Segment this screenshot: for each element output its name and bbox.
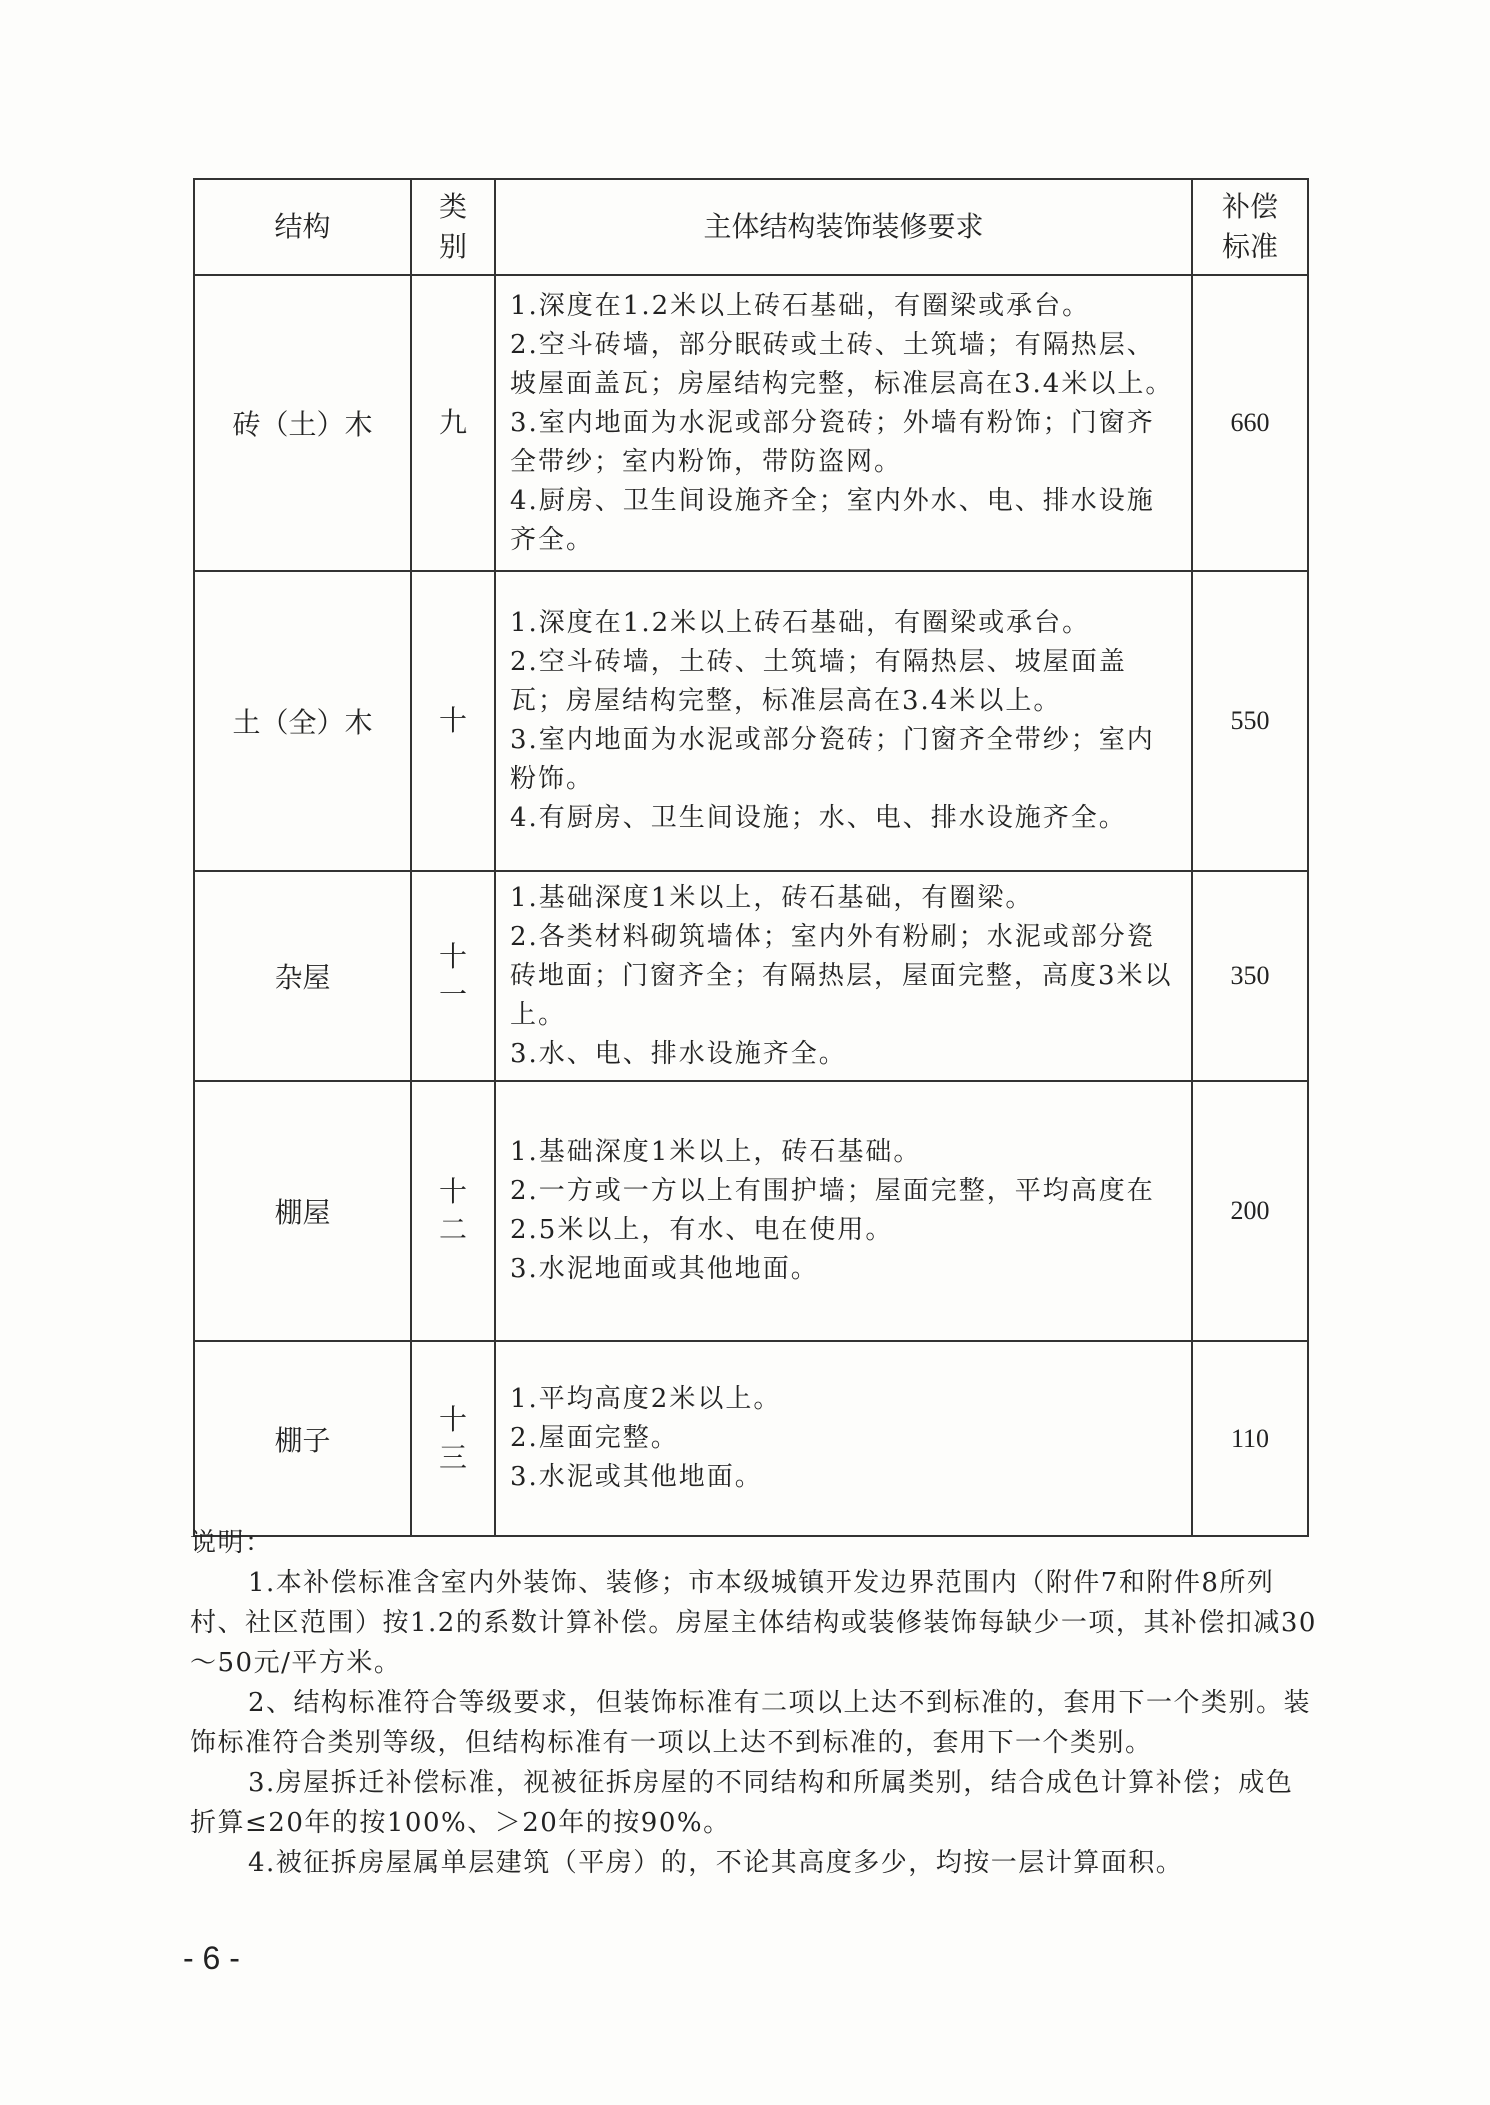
row-category: 十 bbox=[411, 571, 495, 871]
row-structure: 棚子 bbox=[194, 1341, 411, 1536]
row-standard: 660 bbox=[1192, 275, 1308, 571]
row-category: 十三 bbox=[411, 1341, 495, 1536]
notes-title: 说明： bbox=[190, 1528, 273, 1558]
requirement-item: 1.深度在1.2米以上砖石基础，有圈梁或承台。 bbox=[510, 608, 1091, 638]
row-category: 十一 bbox=[411, 871, 495, 1081]
row-structure: 杂屋 bbox=[194, 871, 411, 1081]
requirement-item: 4.有厨房、卫生间设施；水、电、排水设施齐全。 bbox=[510, 803, 1127, 833]
row-standard: 200 bbox=[1192, 1081, 1308, 1341]
row-standard: 110 bbox=[1192, 1341, 1308, 1536]
table-row bbox=[194, 871, 1308, 1081]
note-item: 2、结构标准符合等级要求，但装饰标准有二项以上达不到标准的，套用下一个类别。装饰标准符合类别等级，但结构标准有一项以上达不到标准的，套用下一个类别。 bbox=[190, 1688, 1312, 1758]
row-requirements bbox=[495, 1341, 1192, 1536]
row-category: 九 bbox=[411, 275, 495, 571]
requirement-item: 1.深度在1.2米以上砖石基础，有圈梁或承台。 bbox=[510, 290, 1091, 321]
table-header-row bbox=[194, 179, 1308, 275]
requirement-item: 1.基础深度1米以上，砖石基础，有圈梁。 bbox=[510, 882, 1034, 913]
requirement-item: 4.厨房、卫生间设施齐全；室内外水、电、排水设施齐全。 bbox=[510, 485, 1155, 555]
header-category: 类别 bbox=[411, 179, 495, 275]
requirement-item: 3.室内地面为水泥或部分瓷砖；门窗齐全带纱；室内粉饰。 bbox=[510, 725, 1155, 794]
requirement-item: 2.空斗砖墙，土砖、土筑墙；有隔热层、坡屋面盖瓦；房屋结构完整，标准层高在3.4米以上。 bbox=[510, 647, 1127, 716]
note-item: 1.本补偿标准含室内外装饰、装修；市本级城镇开发边界范围内（附件7和附件8所列村、社区范围）按1.2的系数计算补偿。房屋主体结构或装修装饰每缺少一项，其补偿扣减30～50元/平方米。 bbox=[190, 1568, 1317, 1678]
row-requirements bbox=[495, 275, 1192, 571]
requirement-item: 3.水、电、排水设施齐全。 bbox=[510, 1038, 847, 1069]
compensation-table bbox=[193, 178, 1309, 1537]
requirement-item: 2.各类材料砌筑墙体；室内外有粉刷；水泥或部分瓷砖地面；门窗齐全；有隔热层，屋面完整，高度3米以上。 bbox=[510, 921, 1173, 1030]
row-structure: 土（全）木 bbox=[194, 571, 411, 871]
row-standard: 350 bbox=[1192, 871, 1308, 1081]
row-requirements bbox=[495, 871, 1192, 1081]
notes-section bbox=[190, 1523, 1320, 1883]
requirement-item: 1.平均高度2米以上。 bbox=[510, 1384, 782, 1414]
row-standard: 550 bbox=[1192, 571, 1308, 871]
row-requirements bbox=[495, 571, 1192, 871]
row-structure: 棚屋 bbox=[194, 1081, 411, 1341]
requirement-item: 2.一方或一方以上有围护墙；屋面完整，平均高度在2.5米以上，有水、电在使用。 bbox=[510, 1176, 1155, 1245]
table-row bbox=[194, 571, 1308, 871]
note-item: 4.被征拆房屋属单层建筑（平房）的，不论其高度多少，均按一层计算面积。 bbox=[248, 1848, 1184, 1878]
row-category: 十二 bbox=[411, 1081, 495, 1341]
row-requirements bbox=[495, 1081, 1192, 1341]
table-row bbox=[194, 1081, 1308, 1341]
note-item: 3.房屋拆迁补偿标准，视被征拆房屋的不同结构和所属类别，结合成色计算补偿；成色折算≤20年的按100%、＞20年的按90%。 bbox=[190, 1768, 1294, 1838]
requirement-item: 2.空斗砖墙，部分眠砖或土砖、土筑墙；有隔热层、坡屋面盖瓦；房屋结构完整，标准层高在3.4米以上。 bbox=[510, 329, 1174, 399]
table-row bbox=[194, 275, 1308, 571]
header-requirements: 主体结构装饰装修要求 bbox=[495, 179, 1192, 275]
row-structure: 砖（土）木 bbox=[194, 275, 411, 571]
table-row bbox=[194, 1341, 1308, 1536]
requirement-item: 3.室内地面为水泥或部分瓷砖；外墙有粉饰；门窗齐全带纱；室内粉饰，带防盗网。 bbox=[510, 407, 1155, 477]
requirement-item: 3.水泥或其他地面。 bbox=[510, 1462, 763, 1492]
requirement-item: 3.水泥地面或其他地面。 bbox=[510, 1254, 819, 1284]
header-structure: 结构 bbox=[194, 179, 411, 275]
requirement-item: 1.基础深度1米以上，砖石基础。 bbox=[510, 1137, 922, 1167]
requirement-item: 2.屋面完整。 bbox=[510, 1423, 679, 1453]
header-standard: 补偿标准 bbox=[1192, 179, 1308, 275]
page-number: - 6 - bbox=[183, 1940, 240, 1976]
